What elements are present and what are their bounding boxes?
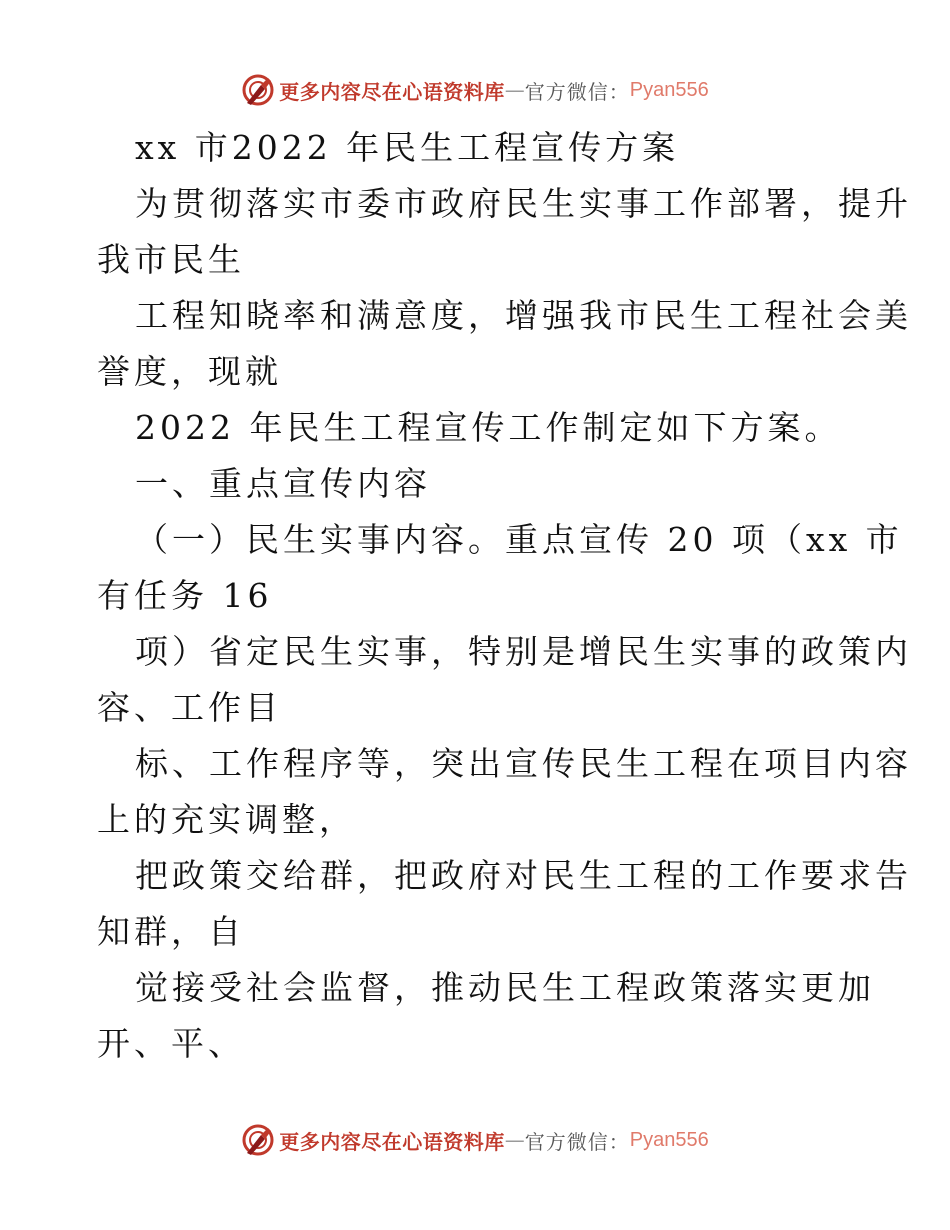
pen-logo-icon: [241, 1123, 275, 1157]
paragraph-line: 容、工作目: [97, 688, 282, 727]
paragraph-line: 知群，自: [97, 912, 245, 951]
paragraph-line: 为贯彻落实市委市政府民生实事工作部署，提升: [135, 184, 912, 223]
paragraph-line: 我市民生: [97, 240, 245, 279]
separator: —: [504, 1128, 525, 1152]
ad-text: 更多内容尽在心语资料库: [279, 79, 505, 104]
paragraph-line: 开、平、: [97, 1024, 245, 1063]
paragraph-line: 2022 年民生工程宣传工作制定如下方案。: [135, 408, 842, 447]
ad-text: 更多内容尽在心语资料库: [279, 1129, 505, 1154]
section-heading: 一、重点宣传内容: [135, 464, 431, 503]
paragraph-line: 誉度，现就: [97, 352, 282, 391]
pen-logo-icon: [241, 73, 275, 107]
separator: —: [504, 78, 525, 102]
paragraph-line: 上的充实调整，: [97, 800, 356, 839]
document-title: xx 市2022 年民生工程宣传方案: [135, 128, 680, 167]
header-watermark-banner: [0, 70, 950, 110]
paragraph-line: 把政策交给群，把政府对民生工程的工作要求告: [135, 856, 912, 895]
wechat-label: 官方微信：: [524, 79, 630, 104]
paragraph-line: 项）省定民生实事，特别是增民生实事的政策内: [135, 632, 912, 671]
wechat-id: Pyan556: [629, 78, 709, 101]
paragraph-line: 工程知晓率和满意度，增强我市民生工程社会美: [135, 296, 912, 335]
paragraph-line: （一）民生实事内容。重点宣传 20 项（xx 市: [135, 520, 903, 559]
paragraph-line: 觉接受社会监督，推动民生工程政策落实更加: [135, 968, 875, 1007]
document-body: [97, 120, 912, 1072]
wechat-label: 官方微信：: [524, 1129, 630, 1154]
paragraph-line: 标、工作程序等，突出宣传民生工程在项目内容: [135, 744, 912, 783]
footer-watermark-banner: [0, 1120, 950, 1160]
wechat-id: Pyan556: [629, 1128, 709, 1151]
paragraph-line: 有任务 16: [97, 576, 273, 615]
